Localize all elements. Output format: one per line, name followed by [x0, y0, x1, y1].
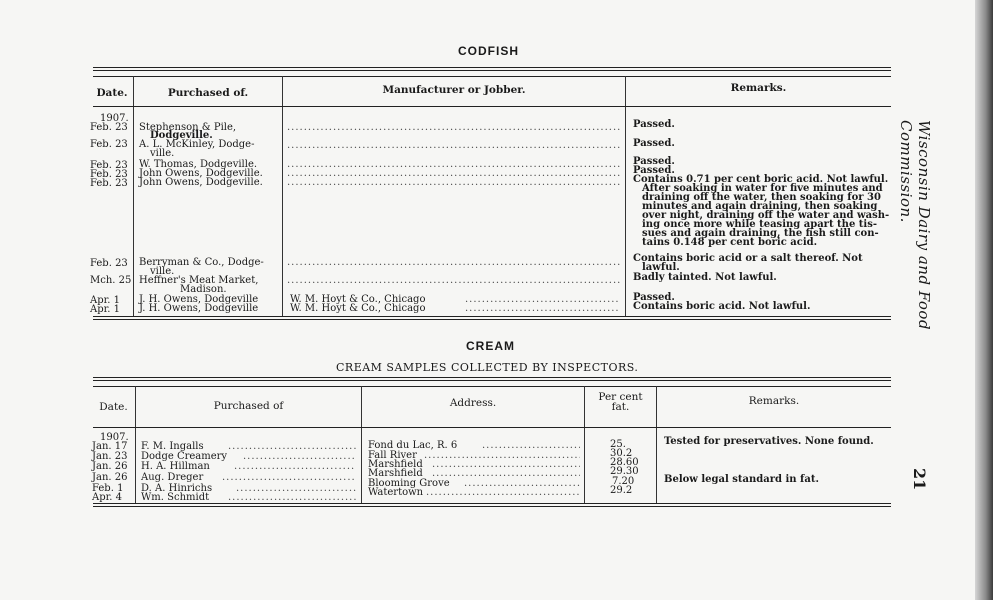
rule [93, 386, 891, 387]
date-cell: Jan. 26 [92, 461, 128, 472]
rule [93, 503, 891, 504]
remarks-cell: Contains boric acid or a salt thereof. Not [633, 253, 863, 264]
purchased-cell: J. H. Owens, Dodgeville [139, 303, 259, 314]
leader-dots [228, 442, 356, 451]
leader-dots [465, 295, 620, 304]
cream-header-fat: Per cent [598, 391, 643, 403]
address-cell: Marshfield [368, 459, 423, 470]
purchased-cell: Heffner's Meat Market, [139, 275, 259, 286]
manufacturer-cell: W. M. Hoyt & Co., Chicago [290, 294, 426, 305]
leader-dots [426, 488, 580, 497]
cream-title: CREAM [466, 339, 515, 353]
leader-dots [464, 479, 580, 488]
date-cell: Jan. 17 [92, 441, 128, 452]
leader-dots [287, 123, 620, 132]
remarks-cell: sues and again draining, the fish still con- [642, 228, 879, 239]
cream-subtitle: CREAM SAMPLES COLLECTED BY INSPECTORS. [336, 361, 639, 374]
leader-dots [465, 304, 620, 313]
cream-header-purchased: Purchased of [213, 400, 284, 412]
rule [93, 106, 891, 107]
rule [93, 76, 891, 77]
address-cell: Marshfield [368, 468, 423, 479]
remarks-cell: Passed. [633, 138, 675, 149]
date-cell: Feb. 1 [92, 483, 124, 494]
remarks-cell: ing once more while teasing apart the tis- [642, 219, 877, 230]
address-cell: Fall River [368, 450, 417, 461]
purchased-cell: Aug. Dreger [141, 472, 204, 483]
codfish-header-date: Date. [96, 87, 128, 99]
cream-header-remarks: Remarks. [748, 395, 800, 407]
leader-dots [287, 160, 620, 169]
codfish-header-manufacturer: Manufacturer or Jobber. [382, 84, 526, 96]
rule [93, 506, 891, 507]
codfish-year: 1907. [100, 113, 129, 124]
date-cell: Jan. 26 [92, 472, 128, 483]
purchased-cell: Stephenson & Pile, [139, 122, 237, 133]
cream-header-address: Address. [449, 397, 497, 409]
remarks-cell: Badly tainted. Not lawful. [633, 272, 777, 283]
leader-dots [424, 451, 580, 460]
cream-header-fat: fat. [611, 401, 630, 413]
purchased-cell: Dodge Creamery [141, 451, 228, 462]
fat-cell: 30.2 [610, 448, 633, 459]
cream-header-date: Date. [99, 401, 128, 413]
purchased-cell: Dodgeville. [150, 130, 213, 141]
fat-cell: 25. [610, 439, 626, 450]
address-cell: Fond du Lac, R. 6 [368, 440, 458, 451]
running-head: Wisconsin Dairy and Food Commission. [897, 120, 933, 331]
remarks-cell: Tested for preservatives. None found. [664, 436, 874, 447]
purchased-cell: Berryman & Co., Dodge- [139, 257, 264, 268]
remarks-cell: draining off the water, then soaking for 30 [642, 192, 881, 203]
codfish-title: CODFISH [458, 44, 519, 58]
remarks-cell: Contains boric acid. Not lawful. [633, 301, 811, 312]
column-divider [133, 76, 134, 316]
remarks-cell: Passed. [633, 119, 675, 130]
date-cell: Feb. 23 [90, 169, 128, 180]
fat-cell: 29.30 [610, 466, 639, 477]
leader-dots [287, 258, 620, 267]
remarks-cell: Contains 0.71 per cent boric acid. Not lawful. [633, 174, 889, 185]
leader-dots [432, 469, 580, 478]
date-cell: Feb. 23 [90, 258, 128, 269]
leader-dots [287, 178, 620, 187]
date-cell: Feb. 23 [90, 178, 128, 189]
leader-dots [222, 473, 356, 482]
remarks-cell: lawful. [642, 262, 680, 273]
purchased-cell: W. Thomas, Dodgeville. [139, 159, 258, 170]
purchased-cell: H. A. Hillman [141, 461, 210, 472]
date-cell: Feb. 23 [90, 160, 128, 171]
cream-year: 1907. [100, 432, 129, 443]
date-cell: Feb. 23 [90, 122, 128, 133]
remarks-cell: Passed. [633, 165, 675, 176]
leader-dots [482, 441, 580, 450]
date-cell: Apr. 1 [90, 295, 121, 306]
purchased-cell: F. M. Ingalls [141, 441, 204, 452]
rule [93, 70, 891, 71]
purchased-cell: John Owens, Dodgeville. [139, 177, 263, 188]
manufacturer-cell: W. M. Hoyt & Co., Chicago [290, 303, 426, 314]
date-cell: Apr. 1 [90, 304, 121, 315]
address-cell: Blooming Grove [368, 478, 450, 489]
fat-cell: 29.2 [610, 485, 633, 496]
remarks-cell: Passed. [633, 156, 675, 167]
leader-dots [228, 493, 356, 502]
remarks-cell: over night, draining off the water and wash- [642, 210, 890, 221]
codfish-header-purchased: Purchased of. [167, 87, 249, 99]
rule [93, 427, 891, 428]
leader-dots [432, 460, 580, 469]
leader-dots [243, 452, 356, 461]
remarks-cell: tains 0.148 per cent boric acid. [642, 237, 818, 248]
leader-dots [236, 484, 356, 493]
rule [93, 316, 891, 317]
rule [93, 380, 891, 381]
date-cell: Mch. 25 [90, 275, 132, 286]
purchased-cell: John Owens, Dodgeville. [139, 168, 263, 179]
date-cell: Jan. 23 [92, 451, 128, 462]
remarks-cell: After soaking in water for five minutes and [642, 183, 883, 194]
remarks-cell: minutes and again draining, then soaking [642, 201, 878, 212]
page-number: 21 [910, 468, 929, 491]
leader-dots [287, 276, 620, 285]
fat-cell: 28.60 [610, 457, 639, 468]
column-divider [625, 76, 626, 316]
purchased-cell: A. L. McKinley, Dodge- [139, 139, 255, 150]
rule [93, 377, 891, 378]
leader-dots [234, 462, 356, 471]
column-divider [282, 76, 283, 316]
rule [93, 67, 891, 68]
date-cell: Feb. 23 [90, 139, 128, 150]
remarks-cell: Below legal standard in fat. [664, 474, 819, 485]
leader-dots [287, 141, 620, 150]
fat-cell: 7.20 [612, 476, 635, 487]
codfish-header-remarks: Remarks. [730, 82, 787, 94]
leader-dots [287, 169, 620, 178]
address-cell: Watertown [368, 487, 424, 498]
purchased-cell: Wm. Schmidt [141, 492, 210, 503]
page-gutter [975, 0, 993, 600]
purchased-cell: ville. [150, 266, 175, 277]
purchased-cell: D. A. Hinrichs [141, 483, 213, 494]
purchased-cell: ville. [150, 148, 175, 159]
rule [93, 319, 891, 320]
remarks-cell: Passed. [633, 292, 675, 303]
purchased-cell: J. H. Owens, Dodgeville [139, 294, 259, 305]
date-cell: Apr. 4 [92, 492, 123, 503]
purchased-cell: Madison. [180, 284, 227, 295]
